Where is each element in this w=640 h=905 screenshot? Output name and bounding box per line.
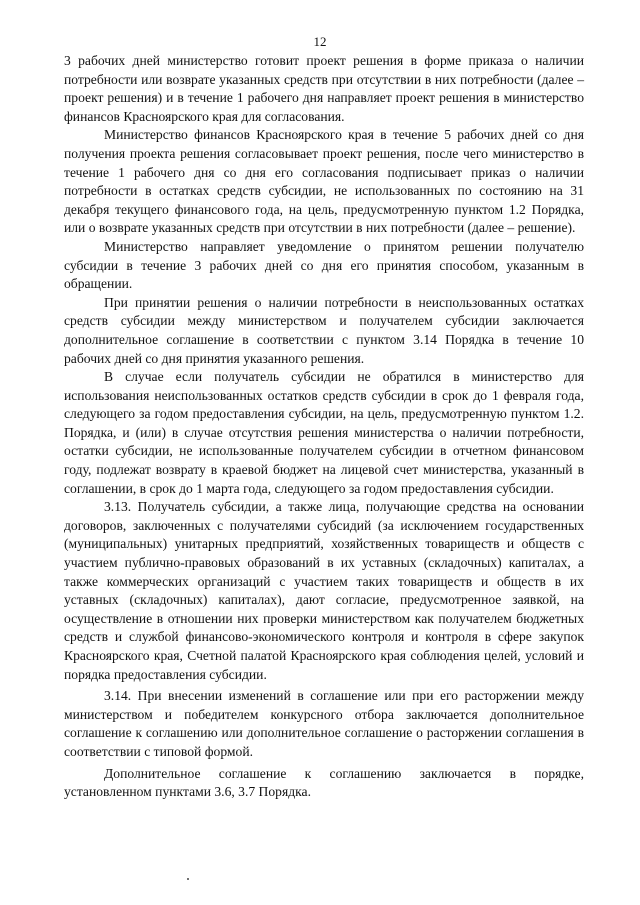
paragraph-additional-agreement: При принятии решения о наличии потребности в неиспользованных остатках средств субсидии между министерством и получателем субсидии заключается дополнительное соглашение в соответствии с пунктом 3.14 Порядка в течение 10 рабочих дней со дня принятия указанного решения.	[64, 294, 584, 366]
page-number: 12	[313, 34, 327, 49]
paragraph-section-3-13: 3.13. Получатель субсидии, а также лица, получающие средства на основании договоров, заключенных с получателями субсидий (за исключением государственных (муниципальных) унитарных предприятий, хозяйственных товариществ и обществ с участием публично-правовых образований в их уставных (складочных) капиталах, а также коммерческих организаций с участием таких товариществ и обществ в их уставных (складочных) капиталах), дают согласие, предусмотренное заявкой, на осуществление в отношении них проверки министерством как получателем бюджетных средств и службой финансово-экономического контроля и контроля в сфере закупок Красноярского края, Счетной палатой Красноярского края соблюдения целей, условий и порядка предоставления субсидии.	[64, 499, 584, 682]
paragraph-section-3-14: 3.14. При внесении изменений в соглашение или при его расторжении между министерством и победителем конкурсного отбора заключается дополнительное соглашение к соглашению или дополнительное соглашение о расторжении соглашения в соответствии с типовой формой.	[64, 688, 584, 759]
paragraph-additional-agreement-procedure: Дополнительное соглашение к соглашению заключается в порядке, установленном пунктами 3.6, 3.7 Порядка.	[64, 765, 584, 800]
paragraph-finance-ministry-approval: Министерство финансов Красноярского края в течение 5 рабочих дней со дня получения проекта решения согласовывает проект решения, после чего министерство в течение 1 рабочего дня со дня его согласования подписывает приказ о наличии потребности в остатках средств субсидии, не использованных по состоянию на 31 декабря текущего финансового года, на цель, предусмотренную пунктом 1.2 Порядка, или о возврате указанных средств при отсутствии в них потребности (далее – решение).	[64, 127, 584, 236]
paragraph-notification: Министерство направляет уведомление о принятом решении получателю субсидии в течение 3 рабочих дней со дня его принятия способом, указанным в обращении.	[64, 238, 584, 292]
paragraph-return-of-subsidy: В случае если получатель субсидии не обратился в министерство для использования неиспользованных остатков средств субсидии в срок до 1 февраля года, следующего за годом предоставления субсидии, на цель, предусмотренную пунктом 1.2. Порядка, и (или) в случае отсутствия решения министерства о наличии потребности, остатки субсидии, не использованные получателем субсидии в отчетном финансовом году, подлежат возврату в краевой бюджет на лицевой счет министерства, указанный в соглашении, в срок до 1 марта года, следующего за годом предоставления субсидии.	[64, 369, 584, 496]
paragraph-continuation: 3 рабочих дней министерство готовит проект решения в форме приказа о наличии потребности или возврате указанных средств при отсутствии в них потребности (далее – проект решения) и в течение 1 рабочего дня направляет проект решения в министерство финансов Красноярского края для согласования.	[64, 53, 584, 124]
scan-artifact-dot	[187, 878, 189, 880]
document-body	[64, 52, 584, 802]
